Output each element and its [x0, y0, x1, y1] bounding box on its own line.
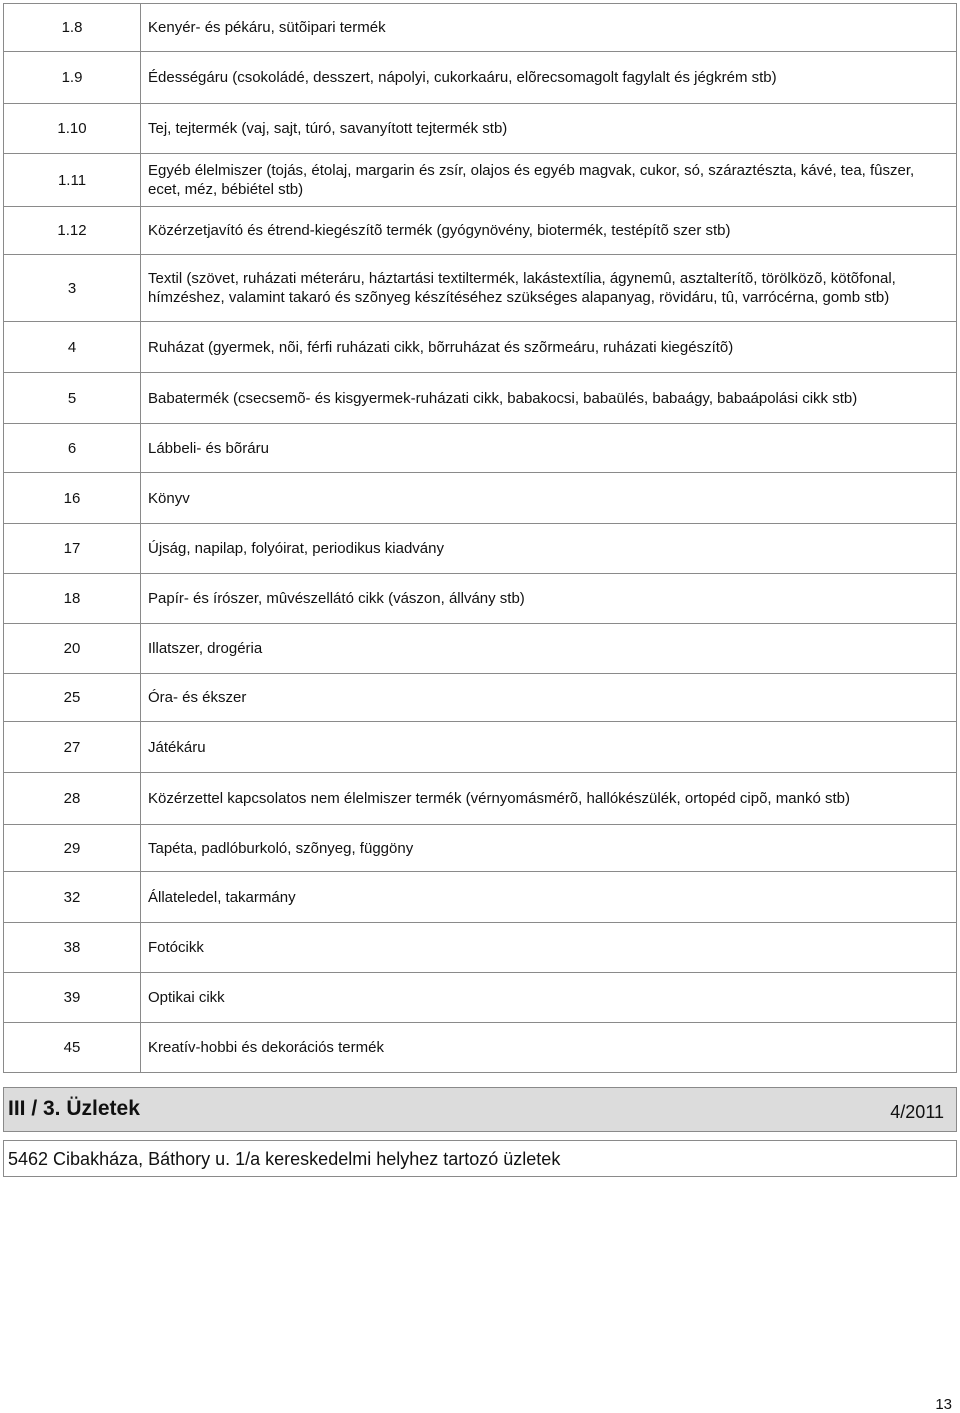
category-code: 18: [4, 574, 141, 624]
section-header: [3, 1087, 957, 1132]
category-description: Babatermék (csecsemõ- és kisgyermek-ruházati cikk, babakocsi, babaülés, babaágy, babaápolási cikk stb): [141, 373, 957, 424]
product-category-table: [3, 3, 957, 1073]
table-row: [4, 255, 957, 322]
address-box: [3, 1140, 957, 1177]
category-description: Lábbeli- és bõráru: [141, 424, 957, 473]
category-description: Ruházat (gyermek, nõi, férfi ruházati cikk, bõrruházat és szõrmeáru, ruházati kiegészítõ): [141, 322, 957, 373]
table-row: [4, 373, 957, 424]
category-code: 5: [4, 373, 141, 424]
category-description: Közérzettel kapcsolatos nem élelmiszer termék (vérnyomásmérõ, hallókészülék, ortopéd cipõ, mankó stb): [141, 773, 957, 825]
table-row: [4, 973, 957, 1023]
category-description: Egyéb élelmiszer (tojás, étolaj, margarin és zsír, olajos és egyéb magvak, cukor, só, száraztészta, kávé, tea, fûszer, ecet, méz, bébiétel stb): [141, 154, 957, 207]
category-code: 45: [4, 1023, 141, 1073]
category-code: 38: [4, 923, 141, 973]
table-row: [4, 1023, 957, 1073]
table-row: [4, 154, 957, 207]
category-description: Könyv: [141, 473, 957, 524]
category-code: 39: [4, 973, 141, 1023]
category-code: 28: [4, 773, 141, 825]
category-code: 3: [4, 255, 141, 322]
table-row: [4, 825, 957, 872]
category-code: 29: [4, 825, 141, 872]
category-code: 32: [4, 872, 141, 923]
table-row: [4, 624, 957, 674]
table-row: [4, 524, 957, 574]
table-row: [4, 574, 957, 624]
table-row: [4, 872, 957, 923]
category-code: 1.11: [4, 154, 141, 207]
category-code: 1.12: [4, 207, 141, 255]
category-code: 17: [4, 524, 141, 574]
table-row: [4, 104, 957, 154]
table-row: [4, 4, 957, 52]
category-description: Édességáru (csokoládé, desszert, nápolyi, cukorkaáru, elõrecsomagolt fagylalt és jégkrém stb): [141, 52, 957, 104]
category-code: 1.8: [4, 4, 141, 52]
category-description: Újság, napilap, folyóirat, periodikus kiadvány: [141, 524, 957, 574]
category-description: Tej, tejtermék (vaj, sajt, túró, savanyított tejtermék stb): [141, 104, 957, 154]
category-code: 27: [4, 722, 141, 773]
category-description: Állateledel, takarmány: [141, 872, 957, 923]
category-code: 1.10: [4, 104, 141, 154]
table-row: [4, 674, 957, 722]
table-row: [4, 773, 957, 825]
table-row: [4, 424, 957, 473]
table-row: [4, 52, 957, 104]
category-code: 4: [4, 322, 141, 373]
category-code: 1.9: [4, 52, 141, 104]
section-title: III / 3. Üzletek: [8, 1097, 140, 1120]
category-description: Fotócikk: [141, 923, 957, 973]
category-description: Papír- és írószer, mûvészellátó cikk (vászon, állvány stb): [141, 574, 957, 624]
table-row: [4, 322, 957, 373]
table-row: [4, 207, 957, 255]
category-description: Közérzetjavító és étrend-kiegészítõ termék (gyógynövény, biotermék, testépítõ szer stb): [141, 207, 957, 255]
category-description: Optikai cikk: [141, 973, 957, 1023]
category-description: Illatszer, drogéria: [141, 624, 957, 674]
category-description: Kenyér- és pékáru, sütõipari termék: [141, 4, 957, 52]
category-description: Kreatív-hobbi és dekorációs termék: [141, 1023, 957, 1073]
category-code: 25: [4, 674, 141, 722]
section-date: 4/2011: [890, 1102, 944, 1122]
table-row: [4, 722, 957, 773]
table-row: [4, 473, 957, 524]
table-row: [4, 923, 957, 973]
category-description: Játékáru: [141, 722, 957, 773]
category-code: 20: [4, 624, 141, 674]
category-description: Textil (szövet, ruházati méteráru, háztartási textiltermék, lakástextília, ágynemû, asztalterítõ, törölközõ, kötõfonal, hímzéshez, valamint takaró és szõnyeg készítéséhez szükséges alapanyag, rövidáru, tû, varrócérna, gomb stb): [141, 255, 957, 322]
page-number: 13: [935, 1396, 952, 1413]
category-description: Tapéta, padlóburkoló, szõnyeg, függöny: [141, 825, 957, 872]
address-text: 5462 Cibakháza, Báthory u. 1/a kereskedelmi helyhez tartozó üzletek: [8, 1149, 561, 1169]
category-description: Óra- és ékszer: [141, 674, 957, 722]
category-code: 6: [4, 424, 141, 473]
category-code: 16: [4, 473, 141, 524]
